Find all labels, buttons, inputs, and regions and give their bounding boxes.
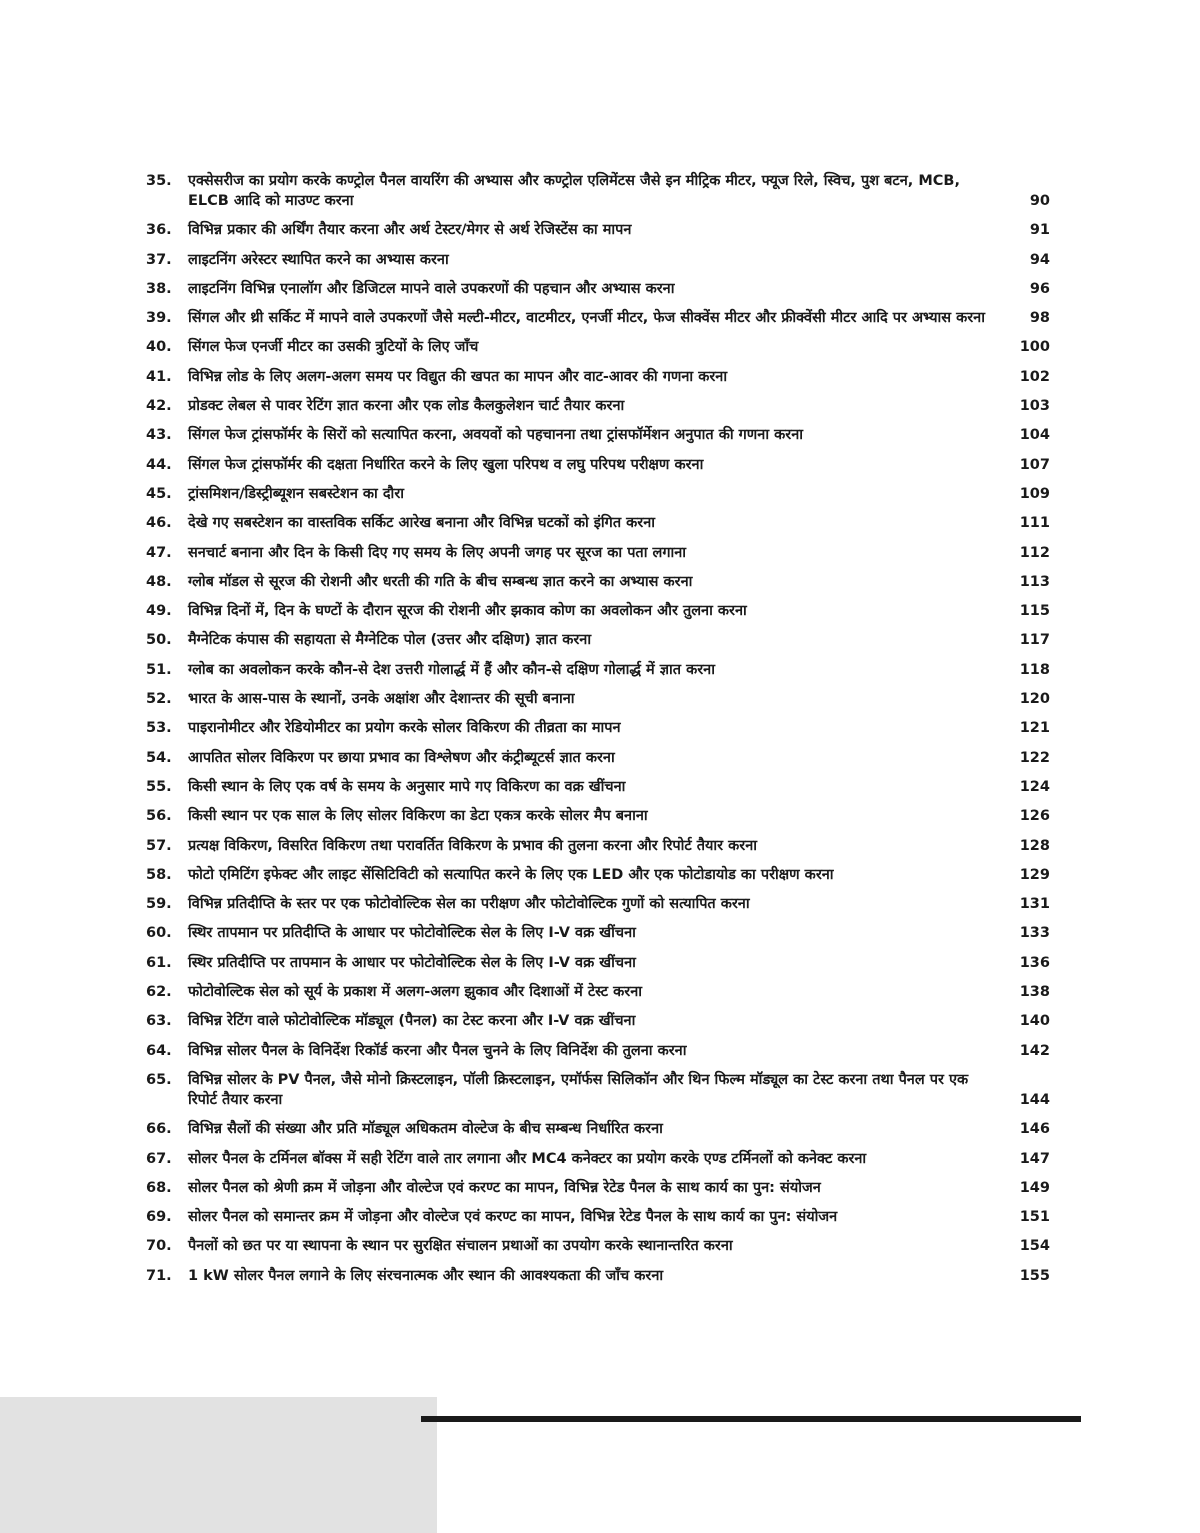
- entry-number: 71.: [146, 1267, 172, 1284]
- entry-page-number: 115: [1019, 603, 1050, 620]
- entry-number: 59.: [146, 896, 172, 913]
- entry-number: 61.: [146, 954, 172, 971]
- toc-entry: [146, 601, 1050, 621]
- toc-entry: [146, 308, 1050, 328]
- entry-number: 48.: [146, 573, 172, 590]
- entry-number: 60.: [146, 925, 172, 942]
- entry-page-number: 91: [1029, 222, 1050, 239]
- entry-page-number: 90: [1029, 193, 1050, 209]
- entry-number: 39.: [146, 310, 172, 327]
- entry-number: 51.: [146, 661, 172, 678]
- entry-title: सोलर पैनल के टर्मिनल बॉक्स में सही रेटिंग वाले तार लगाना और MC4 कनेक्टर का प्रयोग करके एण्ड टर्मिनलों को कनेक्ट करना: [188, 1150, 867, 1167]
- entry-page-number: 98: [1029, 310, 1050, 327]
- entry-page-number: 126: [1019, 808, 1050, 825]
- toc-entry: [146, 543, 1050, 563]
- entry-number: 50.: [146, 632, 172, 649]
- entry-page-number: 104: [1019, 427, 1050, 444]
- entry-number: 56.: [146, 808, 172, 825]
- entry-number: 35.: [146, 173, 172, 189]
- toc-entry: [146, 1041, 1050, 1061]
- entry-number: 47.: [146, 544, 172, 561]
- entry-number: 53.: [146, 720, 172, 737]
- entry-page-number: 122: [1019, 749, 1050, 766]
- entry-page-number: 140: [1019, 1013, 1050, 1030]
- toc-entry: [146, 279, 1050, 299]
- entry-number: 37.: [146, 251, 172, 268]
- entry-number: 38.: [146, 280, 172, 297]
- entry-title: विभिन्न लोड के लिए अलग-अलग समय पर विद्युत की खपत का मापन और वाट-आवर की गणना करना: [188, 368, 728, 385]
- entry-title: ट्रांसमिशन/डिस्ट्रीब्यूशन सबस्टेशन का दौरा: [188, 485, 405, 502]
- entry-page-number: 128: [1019, 837, 1050, 854]
- entry-page-number: 94: [1029, 251, 1050, 268]
- entry-page-number: 109: [1019, 485, 1050, 502]
- entry-page-number: 120: [1019, 691, 1050, 708]
- entry-page-number: 142: [1019, 1042, 1050, 1059]
- toc-entry: [146, 484, 1050, 504]
- toc-entry: [146, 572, 1050, 592]
- entry-number: 36.: [146, 222, 172, 239]
- entry-title: किसी स्थान के लिए एक वर्ष के समय के अनुसार मापे गए विकिरण का वक्र खींचना: [188, 778, 626, 795]
- toc-entry: [146, 337, 1050, 357]
- entry-page-number: 102: [1019, 368, 1050, 385]
- entry-title: लाइटनिंग विभिन्न एनालॉग और डिजिटल मापने वाले उपकरणों की पहचान और अभ्यास करना: [188, 280, 675, 297]
- toc-entry: [146, 748, 1050, 768]
- entry-title: पैनलों को छत पर या स्थापना के स्थान पर सुरक्षित संचालन प्रथाओं का उपयोग करके स्थानान्तरित करना: [188, 1238, 733, 1255]
- entry-number: 69.: [146, 1209, 172, 1226]
- entry-page-number: 111: [1019, 515, 1050, 532]
- toc-entry: [146, 1119, 1050, 1139]
- entry-title: विभिन्न दिनों में, दिन के घण्टों के दौरान सूरज की रोशनी और झकाव कोण का अवलोकन और तुलना करना: [188, 603, 747, 620]
- entry-number: 57.: [146, 837, 172, 854]
- entry-title: पाइरानोमीटर और रेडियोमीटर का प्रयोग करके सोलर विकिरण की तीव्रता का मापन: [188, 720, 621, 737]
- toc-entry: [146, 777, 1050, 797]
- toc-entry: [146, 1011, 1050, 1031]
- entry-page-number: 100: [1019, 339, 1050, 356]
- entry-title: स्थिर तापमान पर प्रतिदीप्ति के आधार पर फोटोवोल्टिक सेल के लिए I-V वक्र खींचना: [188, 925, 636, 942]
- toc-entry: [146, 250, 1050, 270]
- entry-number: 65.: [146, 1071, 172, 1088]
- toc-entry: [146, 513, 1050, 533]
- entry-page-number: 133: [1019, 925, 1050, 942]
- toc-entry: [146, 455, 1050, 475]
- toc-entry: [146, 1266, 1050, 1286]
- entry-number: 45.: [146, 485, 172, 502]
- entry-number: 68.: [146, 1179, 172, 1196]
- entry-title: स्थिर प्रतिदीप्ति पर तापमान के आधार पर फोटोवोल्टिक सेल के लिए I-V वक्र खींचना: [188, 954, 636, 971]
- entry-page-number: 117: [1019, 632, 1050, 649]
- entry-number: 46.: [146, 515, 172, 532]
- entry-title: सोलर पैनल को समान्तर क्रम में जोड़ना और वोल्टेज एवं करण्ट का मापन, विभिन्न रेटेड पैनल के साथ कार्य का पुन: संयोजन: [188, 1209, 838, 1226]
- footer-gray-block: [0, 1397, 437, 1533]
- entry-title: विभिन्न रेटिंग वाले फोटोवोल्टिक मॉड्यूल (पैनल) का टेस्ट करना और I-V वक्र खींचना: [188, 1013, 636, 1030]
- entry-number: 70.: [146, 1238, 172, 1255]
- entry-title: प्रोडक्ट लेबल से पावर रेटिंग ज्ञात करना और एक लोड कैलकुलेशन चार्ट तैयार करना: [188, 398, 625, 415]
- toc-entry: [146, 396, 1050, 416]
- entry-number: 58.: [146, 866, 172, 883]
- entry-page-number: 138: [1019, 984, 1050, 1001]
- entry-number: 52.: [146, 691, 172, 708]
- entry-title: सिंगल फेज ट्रांसफॉर्मर के सिरों को सत्यापित करना, अवयवों को पहचानना तथा ट्रांसफॉर्मेशन अनुपात की गणना करना: [188, 427, 804, 444]
- toc-entry: [146, 220, 1050, 240]
- entry-page-number: 107: [1019, 456, 1050, 473]
- entry-page-number: 96: [1029, 280, 1050, 297]
- entry-page-number: 147: [1019, 1150, 1050, 1167]
- toc-entry: [146, 718, 1050, 738]
- toc-entry: [146, 1178, 1050, 1198]
- toc-entry: [146, 1070, 1050, 1110]
- entry-number: 55.: [146, 778, 172, 795]
- toc-entry: [146, 660, 1050, 680]
- toc-entry: [146, 806, 1050, 826]
- toc-entry: [146, 1236, 1050, 1256]
- entry-number: 44.: [146, 456, 172, 473]
- toc-entry: [146, 630, 1050, 650]
- entry-number: 66.: [146, 1121, 172, 1138]
- entry-page-number: 154: [1019, 1238, 1050, 1255]
- entry-title: विभिन्न सोलर पैनल के विनिर्देश रिकॉर्ड करना और पैनल चुनने के लिए विनिर्देश की तुलना करना: [188, 1042, 687, 1059]
- entry-title: प्रत्यक्ष विकिरण, विसरित विकिरण तथा परावर्तित विकिरण के प्रभाव की तुलना करना और रिपोर्ट तैयार करना: [188, 837, 758, 854]
- toc-entry: [146, 689, 1050, 709]
- entry-number: 67.: [146, 1150, 172, 1167]
- entry-page-number: 151: [1019, 1209, 1050, 1226]
- entry-title: भारत के आस-पास के स्थानों, उनके अक्षांश और देशान्तर की सूची बनाना: [188, 691, 575, 708]
- entry-number: 54.: [146, 749, 172, 766]
- entry-title: ग्लोब मॉडल से सूरज की रोशनी और धरती की गति के बीच सम्बन्ध ज्ञात करने का अभ्यास करना: [188, 573, 693, 590]
- entry-title: फोटोवोल्टिक सेल को सूर्य के प्रकाश में अलग-अलग झुकाव और दिशाओं में टेस्ट करना: [188, 984, 643, 1001]
- entry-title: सिंगल और थ्री सर्किट में मापने वाले उपकरणों जैसे मल्टी-मीटर, वाटमीटर, एनर्जी मीटर, फेज सीक्वेंस मीटर और फ्रीक्वेंसी मीटर आदि पर अभ्यास करना: [188, 310, 985, 327]
- entry-title: विभिन्न प्रकार की अर्थिंग तैयार करना और अर्थ टेस्टर/मेगर से अर्थ रेजिस्टेंस का मापन: [188, 222, 632, 239]
- entry-page-number: 149: [1019, 1179, 1050, 1196]
- entry-number: 63.: [146, 1013, 172, 1030]
- entry-number: 43.: [146, 427, 172, 444]
- entry-page-number: 146: [1019, 1121, 1050, 1138]
- table-of-contents: [146, 171, 1050, 1295]
- entry-title: किसी स्थान पर एक साल के लिए सोलर विकिरण का डेटा एकत्र करके सोलर मैप बनाना: [188, 808, 648, 825]
- toc-entry: [146, 894, 1050, 914]
- entry-title: एक्सेसरीज का प्रयोग करके कण्ट्रोल पैनल वायरिंग की अभ्यास और कण्ट्रोल एलिमेंटस जैसे इन मीट्रिक मीटर, फ्यूज रिले, स्विच, पुश बटन, MCB, ELCB आदि को माउण्ट करना: [188, 173, 960, 209]
- toc-entry: [146, 982, 1050, 1002]
- toc-entry: [146, 367, 1050, 387]
- toc-entry: [146, 171, 1050, 211]
- entry-title: सनचार्ट बनाना और दिन के किसी दिए गए समय के लिए अपनी जगह पर सूरज का पता लगाना: [188, 544, 687, 561]
- entry-title: ग्लोब का अवलोकन करके कौन-से देश उत्तरी गोलार्द्ध में हैं और कौन-से दक्षिण गोलार्द्ध में ज्ञात करना: [188, 661, 715, 678]
- entry-page-number: 144: [1019, 1091, 1050, 1108]
- toc-entry: [146, 1149, 1050, 1169]
- entry-title: 1 kW सोलर पैनल लगाने के लिए संरचनात्मक और स्थान की आवश्यकता की जाँच करना: [188, 1267, 664, 1284]
- entry-number: 62.: [146, 984, 172, 1001]
- toc-entry: [146, 1207, 1050, 1227]
- entry-title: सिंगल फेज एनर्जी मीटर का उसकी त्रुटियों के लिए जाँच: [188, 339, 479, 356]
- entry-page-number: 124: [1019, 778, 1050, 795]
- toc-entry: [146, 923, 1050, 943]
- entry-title: विभिन्न प्रतिदीप्ति के स्तर पर एक फोटोवोल्टिक सेल का परीक्षण और फोटोवोल्टिक गुणों को सत्यापित करना: [188, 896, 750, 913]
- entry-page-number: 136: [1019, 954, 1050, 971]
- toc-entry: [146, 836, 1050, 856]
- footer-rule: [421, 1416, 1081, 1422]
- entry-page-number: 129: [1019, 866, 1050, 883]
- entry-title: लाइटनिंग अरेस्टर स्थापित करने का अभ्यास करना: [188, 251, 449, 268]
- entry-page-number: 103: [1019, 398, 1050, 415]
- entry-page-number: 113: [1019, 573, 1050, 590]
- entry-page-number: 131: [1019, 896, 1050, 913]
- entry-page-number: 118: [1019, 661, 1050, 678]
- entry-page-number: 112: [1019, 544, 1050, 561]
- entry-number: 41.: [146, 368, 172, 385]
- entry-number: 49.: [146, 603, 172, 620]
- entry-title: विभिन्न सोलर के PV पैनल, जैसे मोनो क्रिस्टलाइन, पॉली क्रिस्टलाइन, एमॉर्फस सिलिकॉन और थिन फिल्म मॉड्यूल का टेस्ट करना तथा पैनल पर एक रिपोर्ट तैयार करना: [188, 1071, 969, 1108]
- entry-number: 42.: [146, 398, 172, 415]
- entry-title: मैग्नेटिक कंपास की सहायता से मैग्नेटिक पोल (उत्तर और दक्षिण) ज्ञात करना: [188, 632, 592, 649]
- toc-entry: [146, 865, 1050, 885]
- entry-title: विभिन्न सैलों की संख्या और प्रति मॉड्यूल अधिकतम वोल्टेज के बीच सम्बन्ध निर्धारित करना: [188, 1121, 663, 1138]
- toc-entry: [146, 953, 1050, 973]
- entry-title: फोटो एमिटिंग इफेक्ट और लाइट सेंसिटिविटी को सत्यापित करने के लिए एक LED और एक फोटोडायोड का परीक्षण करना: [188, 866, 834, 883]
- toc-entry: [146, 425, 1050, 445]
- entry-title: सिंगल फेज ट्रांसफॉर्मर की दक्षता निर्धारित करने के लिए खुला परिपथ व लघु परिपथ परीक्षण करना: [188, 456, 704, 473]
- entry-page-number: 155: [1019, 1267, 1050, 1284]
- entry-page-number: 121: [1019, 720, 1050, 737]
- entry-title: सोलर पैनल को श्रेणी क्रम में जोड़ना और वोल्टेज एवं करण्ट का मापन, विभिन्न रेटेड पैनल के साथ कार्य का पुन: संयोजन: [188, 1179, 821, 1196]
- entry-number: 40.: [146, 339, 172, 356]
- entry-title: देखे गए सबस्टेशन का वास्तविक सर्किट आरेख बनाना और विभिन्न घटकों को इंगित करना: [188, 515, 655, 532]
- entry-title: आपतित सोलर विकिरण पर छाया प्रभाव का विश्लेषण और कंट्रीब्यूटर्स ज्ञात करना: [188, 749, 615, 766]
- entry-number: 64.: [146, 1042, 172, 1059]
